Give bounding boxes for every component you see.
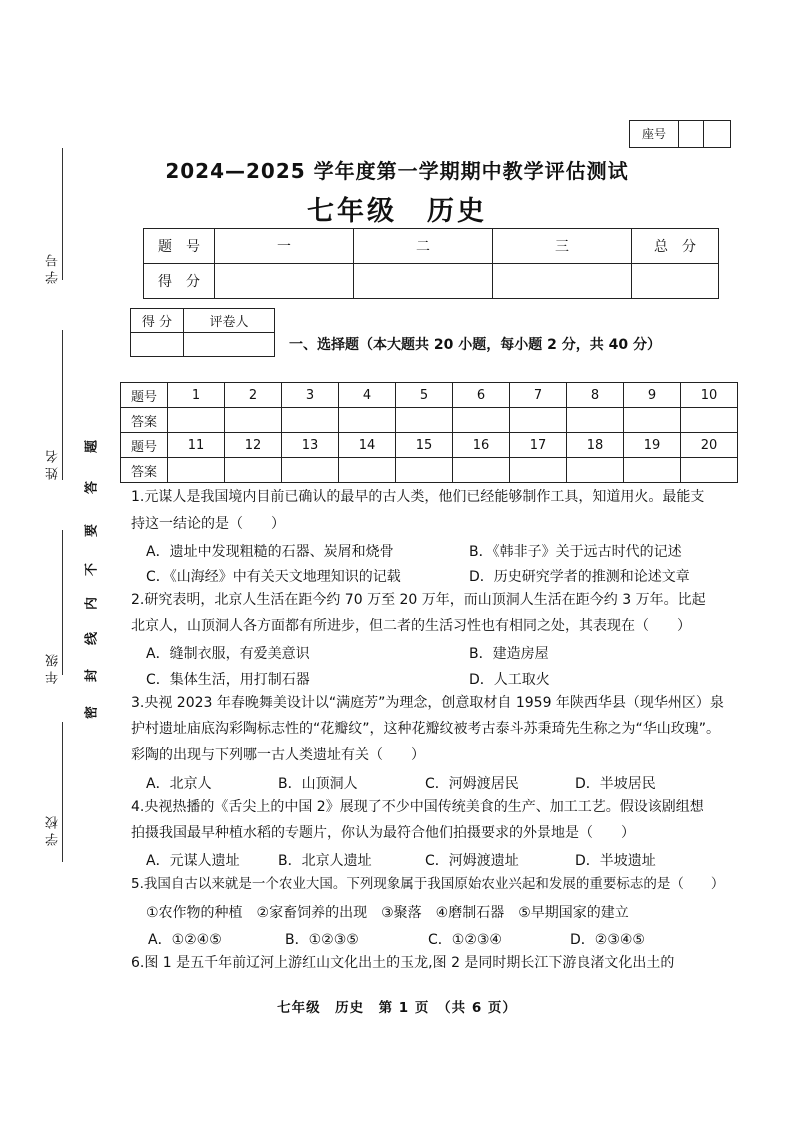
answer-cell[interactable] — [453, 408, 510, 433]
question-number: 1 — [168, 383, 225, 408]
question-1-text: 持这一结论的是（ ） — [131, 516, 285, 532]
score-table-header: 三 — [493, 229, 632, 264]
question-1-option-d: D．历史研究学者的推测和论述文章 — [469, 569, 690, 585]
question-5-text: 5.我国自古以来就是一个农业大国。下列现象属于我国原始农业兴起和发展的重要标志的是（ ） — [131, 876, 725, 892]
question-number: 10 — [681, 383, 738, 408]
question-5-option-a: A．①②④⑤ — [148, 932, 222, 948]
question-number: 19 — [624, 433, 681, 458]
answer-grid-answer-label: 答案 — [121, 408, 168, 433]
score-cell[interactable] — [493, 264, 632, 299]
answer-cell[interactable] — [396, 458, 453, 483]
question-number: 14 — [339, 433, 396, 458]
question-1-option-a: A．遗址中发现粗糙的石器、炭屑和烧骨 — [146, 544, 394, 560]
question-3-text: 彩陶的出现与下列哪一古人类遗址有关（ ） — [131, 747, 425, 763]
seat-number-box — [629, 120, 731, 148]
answer-cell[interactable] — [168, 408, 225, 433]
question-4-option-a: A．元谋人遗址 — [146, 853, 240, 869]
seal-char: 密 — [84, 706, 100, 720]
answer-cell[interactable] — [339, 408, 396, 433]
question-2-option-a: A．缝制衣服，有爱美意识 — [146, 646, 310, 662]
question-number: 17 — [510, 433, 567, 458]
name-label: 姓名 — [46, 446, 61, 480]
seal-char: 要 — [84, 524, 100, 538]
score-summary-table — [143, 228, 719, 299]
question-2-option-d: D．人工取火 — [469, 672, 550, 688]
seat-number-label: 座号 — [630, 121, 679, 147]
section-heading: 一、选择题（本大题共 20 小题，每小题 2 分，共 40 分） — [289, 337, 661, 353]
question-5-items: ①农作物的种植 ②家畜饲养的出现 ③聚落 ④磨制石器 ⑤早期国家的建立 — [146, 905, 629, 921]
answer-cell[interactable] — [681, 458, 738, 483]
seal-char: 答 — [84, 481, 100, 495]
question-number: 16 — [453, 433, 510, 458]
seal-char: 封 — [84, 669, 100, 683]
seal-char: 题 — [84, 440, 100, 454]
question-4-option-b: B．北京人遗址 — [278, 853, 372, 869]
answer-cell[interactable] — [396, 408, 453, 433]
answer-cell[interactable] — [567, 458, 624, 483]
question-1-option-c: C．《山海经》中有关天文地理知识的记载 — [146, 569, 401, 585]
answer-cell[interactable] — [624, 408, 681, 433]
question-5-option-d: D．②③④⑤ — [570, 932, 645, 948]
question-3-option-d: D．半坡居民 — [575, 776, 656, 792]
question-3-option-c: C．河姆渡居民 — [425, 776, 519, 792]
seat-number-cell[interactable] — [704, 121, 728, 147]
question-4-text: 拍摄我国最早种植水稻的专题片，你认为最符合他们拍摄要求的外景地是（ ） — [131, 825, 635, 841]
answer-cell[interactable] — [510, 408, 567, 433]
grader-score-label: 得 分 — [131, 309, 184, 333]
seal-char: 不 — [84, 563, 100, 577]
question-number: 5 — [396, 383, 453, 408]
grader-box — [130, 308, 275, 357]
seal-char: 线 — [84, 632, 100, 646]
question-3-text: 3.央视 2023 年春晚舞美设计以“满庭芳”为理念，创意取材自 1959 年陕西华县（现华州区）泉 — [131, 695, 724, 711]
question-1-option-b: B．《韩非子》关于远古时代的记述 — [469, 544, 682, 560]
question-1-text: 1.元谋人是我国境内目前已确认的最早的古人类，他们已经能够制作工具，知道用火。最能支 — [131, 489, 705, 505]
answer-grid-question-label: 题号 — [121, 383, 168, 408]
answer-cell[interactable] — [282, 458, 339, 483]
exam-title: 2024—2025 学年度第一学期期中教学评估测试 — [165, 159, 629, 183]
answer-cell[interactable] — [453, 458, 510, 483]
grader-name-cell[interactable] — [184, 333, 275, 357]
question-number: 20 — [681, 433, 738, 458]
score-cell[interactable] — [354, 264, 493, 299]
score-table-row-label: 得 分 — [144, 264, 215, 299]
question-3-option-a: A．北京人 — [146, 776, 212, 792]
exam-subtitle: 七年级 历史 — [307, 196, 487, 227]
question-2-text: 北京人，山顶洞人各方面都有所进步，但二者的生活习性也有相同之处，其表现在（ ） — [131, 618, 691, 634]
question-number: 6 — [453, 383, 510, 408]
question-number: 11 — [168, 433, 225, 458]
question-number: 2 — [225, 383, 282, 408]
answer-cell[interactable] — [624, 458, 681, 483]
answer-cell[interactable] — [510, 458, 567, 483]
answer-cell[interactable] — [567, 408, 624, 433]
question-number: 7 — [510, 383, 567, 408]
question-number: 18 — [567, 433, 624, 458]
answer-cell[interactable] — [168, 458, 225, 483]
score-table-header: 总 分 — [632, 229, 719, 264]
question-2-option-c: C．集体生活，用打制石器 — [146, 672, 310, 688]
answer-cell[interactable] — [225, 408, 282, 433]
question-3-option-b: B．山顶洞人 — [278, 776, 358, 792]
answer-cell[interactable] — [225, 458, 282, 483]
question-number: 15 — [396, 433, 453, 458]
question-3-text: 护村遗址庙底沟彩陶标志性的“花瓣纹”，这种花瓣纹被考古泰斗苏秉琦先生称之为“华山玫瑰”。 — [131, 721, 721, 737]
grader-name-label: 评卷人 — [184, 309, 275, 333]
grade-label: 年级 — [46, 650, 61, 684]
question-4-option-c: C．河姆渡遗址 — [425, 853, 519, 869]
question-number: 9 — [624, 383, 681, 408]
score-cell[interactable] — [215, 264, 354, 299]
seat-number-cell[interactable] — [679, 121, 704, 147]
score-cell[interactable] — [632, 264, 719, 299]
answer-grid-question-label: 题号 — [121, 433, 168, 458]
answer-cell[interactable] — [339, 458, 396, 483]
school-label: 学校 — [46, 812, 61, 846]
page-footer: 七年级 历史 第 1 页 （共 6 页） — [277, 1000, 517, 1016]
question-number: 3 — [282, 383, 339, 408]
student-id-label: 学号 — [46, 250, 61, 284]
question-5-option-c: C．①②③④ — [428, 932, 502, 948]
score-table-header: 题 号 — [144, 229, 215, 264]
question-number: 4 — [339, 383, 396, 408]
answer-grid-answer-label: 答案 — [121, 458, 168, 483]
question-number: 12 — [225, 433, 282, 458]
question-2-text: 2.研究表明，北京人生活在距今约 70 万至 20 万年，而山顶洞人生活在距今约 3 万年。比起 — [131, 592, 706, 608]
seal-char: 内 — [84, 597, 100, 611]
question-4-text: 4.央视热播的《舌尖上的中国 2》展现了不少中国传统美食的生产、加工工艺。假设该剧组想 — [131, 799, 704, 815]
score-table-header: 一 — [215, 229, 354, 264]
answer-grid — [120, 382, 738, 483]
answer-cell[interactable] — [681, 408, 738, 433]
question-number: 8 — [567, 383, 624, 408]
question-5-option-b: B．①②③⑤ — [285, 932, 359, 948]
question-6-text: 6.图 1 是五千年前辽河上游红山文化出土的玉龙,图 2 是同时期长江下游良渚文化出土的 — [131, 955, 675, 971]
grader-score-cell[interactable] — [131, 333, 184, 357]
question-number: 13 — [282, 433, 339, 458]
score-table-header: 二 — [354, 229, 493, 264]
question-2-option-b: B．建造房屋 — [469, 646, 549, 662]
question-4-option-d: D．半坡遗址 — [575, 853, 656, 869]
answer-cell[interactable] — [282, 408, 339, 433]
